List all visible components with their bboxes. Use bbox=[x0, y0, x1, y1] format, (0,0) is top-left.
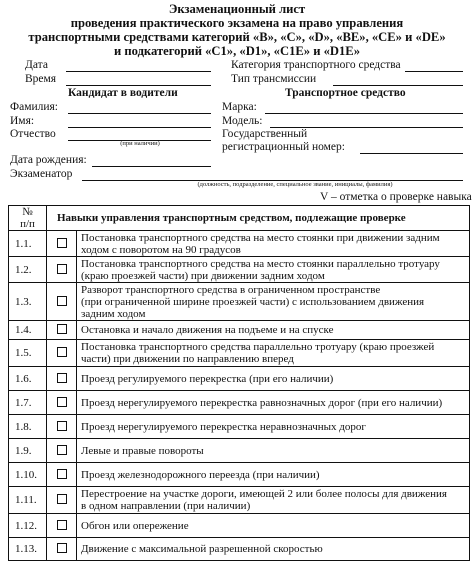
skill-number: 1.6. bbox=[9, 367, 47, 391]
skill-description-line-2: ходом с поворотом на 90 градусов bbox=[81, 243, 241, 256]
skill-description-line-2: части) при движении по направлению вперед bbox=[81, 353, 294, 365]
skill-description-line-2: в одном направлении (при наличии) bbox=[81, 500, 251, 512]
skill-description-line-1: Проезд регулируемого перекрестка (при его наличии) bbox=[81, 372, 334, 385]
skill-checkbox[interactable] bbox=[57, 445, 67, 455]
skill-row bbox=[9, 231, 470, 257]
skills-table bbox=[8, 205, 470, 561]
skill-description bbox=[77, 463, 470, 487]
form-title-line-1: Экзаменационный лист bbox=[168, 2, 306, 16]
skill-description bbox=[77, 321, 470, 340]
skill-description bbox=[77, 391, 470, 415]
skill-row bbox=[9, 257, 470, 283]
skill-row bbox=[9, 367, 470, 391]
surname-label: Фамилия: bbox=[10, 101, 58, 113]
patronymic-label: Отчество bbox=[10, 128, 56, 140]
vehicle-heading: Транспортное средство bbox=[285, 87, 406, 99]
skill-number: 1.12. bbox=[9, 514, 47, 538]
skill-description-line-2: (краю проезжей части) при движении задним ходом bbox=[81, 269, 325, 282]
form-title-line-2: проведения практического экзамена на право управления bbox=[70, 16, 404, 30]
skill-checkbox-cell bbox=[47, 439, 77, 463]
check-mark-note: V – отметка о проверке навыка bbox=[320, 191, 472, 203]
num-header-line-1: № bbox=[22, 206, 33, 218]
skill-row bbox=[9, 487, 470, 514]
skill-description bbox=[77, 340, 470, 367]
skill-checkbox[interactable] bbox=[57, 494, 67, 504]
skill-description-line-1: Проезд железнодорожного переезда (при наличии) bbox=[81, 468, 320, 481]
name-field[interactable] bbox=[68, 127, 211, 128]
skill-number: 1.2. bbox=[9, 257, 47, 283]
name-label: Имя: bbox=[10, 115, 35, 127]
brand-field[interactable] bbox=[265, 113, 463, 114]
birth-date-label: Дата рождения: bbox=[10, 154, 87, 166]
skill-checkbox-cell bbox=[47, 321, 77, 340]
skill-checkbox-cell bbox=[47, 514, 77, 538]
skills-header: Навыки управления транспортным средством, подлежащие проверке bbox=[47, 206, 470, 231]
form-title-line-3: транспортными средствами категорий «В», «С», «D», «ВЕ», «СЕ» и «DE» bbox=[28, 30, 446, 44]
skill-row bbox=[9, 415, 470, 439]
skill-row bbox=[9, 538, 470, 561]
skill-row bbox=[9, 439, 470, 463]
skill-number: 1.9. bbox=[9, 439, 47, 463]
time-label: Время bbox=[25, 73, 57, 85]
reg-number-field[interactable] bbox=[360, 153, 463, 154]
examiner-hint: (должность, подразделение, специальное звание, инициалы, фамилия) bbox=[197, 181, 393, 188]
skill-checkbox[interactable] bbox=[57, 397, 67, 407]
date-label: Дата bbox=[25, 59, 48, 71]
skill-checkbox-cell bbox=[47, 463, 77, 487]
brand-label: Марка: bbox=[222, 101, 257, 113]
skill-description bbox=[77, 231, 470, 257]
skill-description bbox=[77, 487, 470, 514]
skill-checkbox[interactable] bbox=[57, 296, 67, 306]
skill-description-line-1: Постановка транспортного средства параллельно тротуару (краю проезжей bbox=[81, 341, 435, 353]
skill-number: 1.8. bbox=[9, 415, 47, 439]
skill-checkbox[interactable] bbox=[57, 373, 67, 383]
skill-checkbox-cell bbox=[47, 487, 77, 514]
skill-row bbox=[9, 463, 470, 487]
skill-number: 1.13. bbox=[9, 538, 47, 561]
skill-checkbox[interactable] bbox=[57, 238, 67, 248]
skill-row bbox=[9, 340, 470, 367]
model-label: Модель: bbox=[222, 115, 263, 127]
skill-description-line-1: Обгон или опережение bbox=[81, 519, 189, 532]
skill-number: 1.5. bbox=[9, 340, 47, 367]
skill-checkbox[interactable] bbox=[57, 520, 67, 530]
skill-description-line-1: Постановка транспортного средства на место стоянки параллельно тротуару bbox=[81, 257, 440, 270]
skill-checkbox-cell bbox=[47, 391, 77, 415]
vehicle-category-field[interactable] bbox=[405, 71, 463, 72]
skill-checkbox-cell bbox=[47, 283, 77, 321]
skill-description-line-1: Постановка транспортного средства на место стоянки при движении задним bbox=[81, 231, 440, 244]
num-header-line-2: п/п bbox=[20, 218, 35, 230]
skill-number: 1.1. bbox=[9, 231, 47, 257]
skill-description-line-1: Левые и правые повороты bbox=[81, 444, 204, 457]
reg-number-label-1: Государственный bbox=[222, 128, 308, 140]
skill-description bbox=[77, 514, 470, 538]
surname-field[interactable] bbox=[68, 113, 211, 114]
form-title-line-4: и подкатегорий «С1», «D1», «С1Е» и «D1Е» bbox=[113, 44, 361, 58]
transmission-field[interactable] bbox=[333, 85, 463, 86]
skill-number: 1.11. bbox=[9, 487, 47, 514]
examiner-label: Экзаменатор bbox=[10, 168, 73, 180]
skill-row bbox=[9, 283, 470, 321]
skill-checkbox[interactable] bbox=[57, 347, 67, 357]
skill-description-line-1: Разворот транспортного средства в ограниченном пространстве bbox=[81, 283, 381, 296]
skill-description bbox=[77, 439, 470, 463]
reg-number-label-2: регистрационный номер: bbox=[222, 141, 345, 153]
patronymic-hint: (при наличии) bbox=[120, 140, 160, 147]
skill-number: 1.10. bbox=[9, 463, 47, 487]
skill-checkbox-cell bbox=[47, 340, 77, 367]
skill-checkbox[interactable] bbox=[57, 421, 67, 431]
skill-checkbox[interactable] bbox=[57, 264, 67, 274]
skill-checkbox-cell bbox=[47, 367, 77, 391]
time-field[interactable] bbox=[66, 85, 211, 86]
skill-description bbox=[77, 538, 470, 561]
candidate-heading: Кандидат в водители bbox=[68, 87, 178, 99]
skill-number: 1.7. bbox=[9, 391, 47, 415]
skill-checkbox-cell bbox=[47, 415, 77, 439]
skill-description bbox=[77, 415, 470, 439]
skill-checkbox[interactable] bbox=[57, 543, 67, 553]
skill-number: 1.4. bbox=[9, 321, 47, 340]
skill-row bbox=[9, 391, 470, 415]
skill-description-line-2: (при ограниченной ширине проезжей части) с использованием движения bbox=[81, 295, 425, 308]
skill-row bbox=[9, 321, 470, 340]
skill-number: 1.3. bbox=[9, 283, 47, 321]
skill-description-line-1: Остановка и начало движения на подъеме и на спуске bbox=[81, 324, 334, 336]
vehicle-category-label: Категория транспортного средства bbox=[231, 59, 401, 71]
skill-description-line-1: Перестроение на участке дороги, имеющей 2 или более полосы для движения bbox=[81, 488, 447, 500]
skill-description bbox=[77, 283, 470, 321]
skill-description-line-1: Движение с максимальной разрешенной скоростью bbox=[81, 543, 323, 555]
skill-description-line-1: Проезд нерегулируемого перекрестка неравнозначных дорог bbox=[81, 420, 366, 433]
skill-description bbox=[77, 257, 470, 283]
skill-checkbox-cell bbox=[47, 538, 77, 561]
birth-date-field[interactable] bbox=[92, 166, 211, 167]
skill-row bbox=[9, 514, 470, 538]
skill-description-line-3: задним ходом bbox=[81, 307, 146, 320]
skill-checkbox-cell bbox=[47, 257, 77, 283]
date-field[interactable] bbox=[66, 71, 211, 72]
skill-description-line-1: Проезд нерегулируемого перекрестка равнозначных дорог (при его наличии) bbox=[81, 396, 443, 409]
skill-checkbox[interactable] bbox=[57, 469, 67, 479]
skill-description bbox=[77, 367, 470, 391]
num-header bbox=[9, 206, 47, 231]
transmission-label: Тип трансмиссии bbox=[231, 73, 317, 85]
table-header-row bbox=[9, 206, 470, 231]
skill-checkbox[interactable] bbox=[57, 324, 67, 334]
skill-checkbox-cell bbox=[47, 231, 77, 257]
